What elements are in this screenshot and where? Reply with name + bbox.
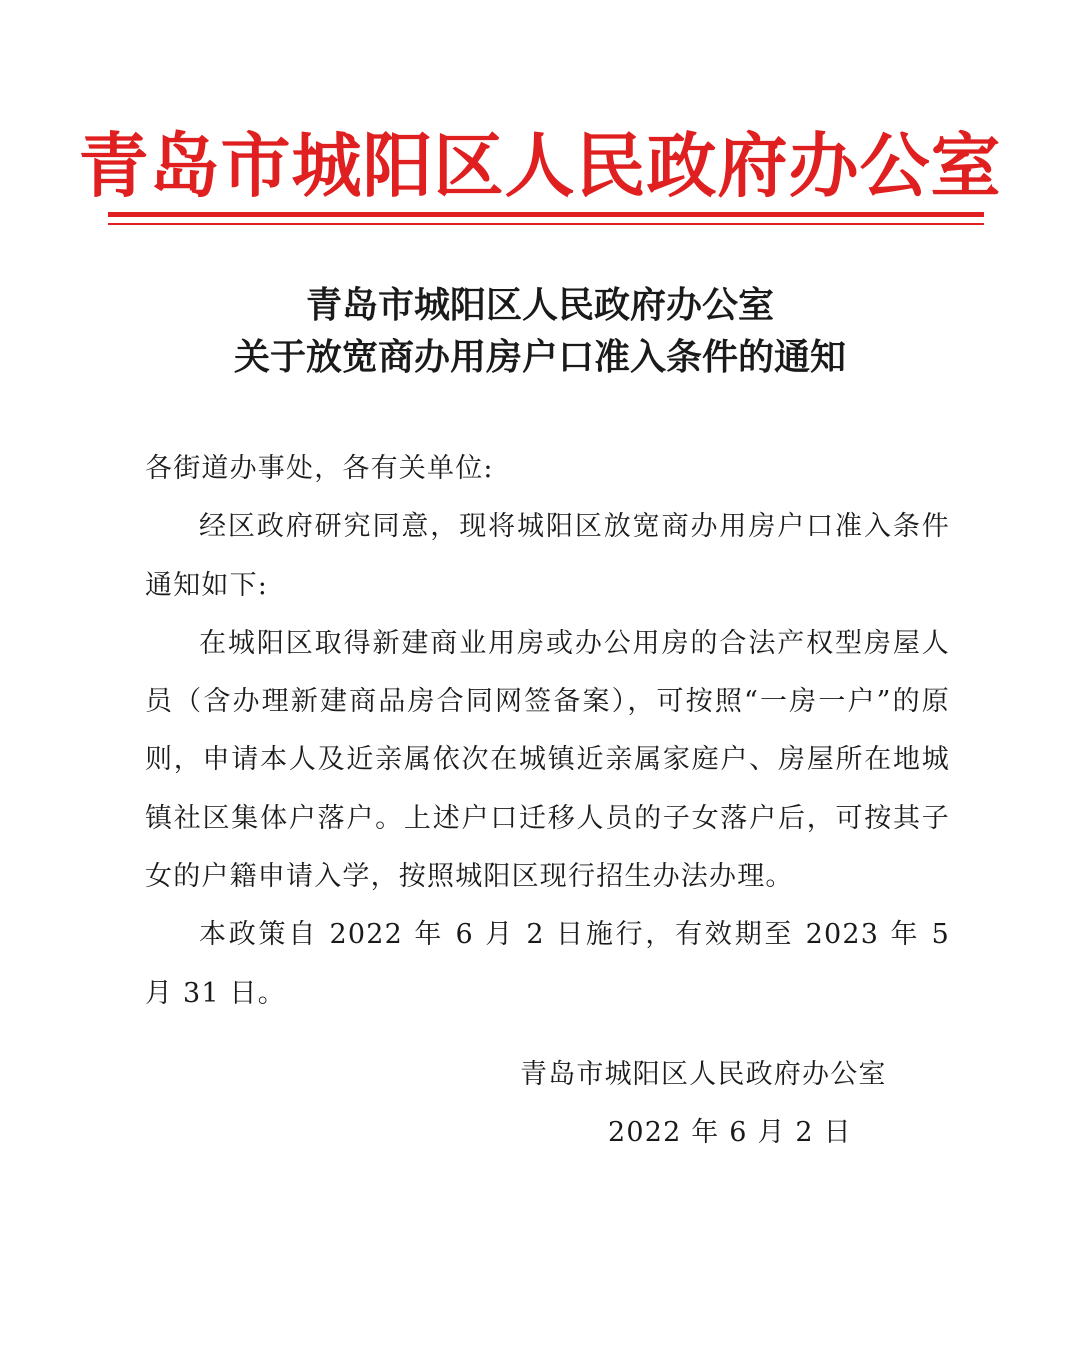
- signature-org: 青岛市城阳区人民政府办公室: [520, 1059, 887, 1090]
- document-title: [0, 280, 1080, 384]
- signature-date: 2022 年 6 月 2 日: [608, 1117, 852, 1148]
- paragraph-intro: 经区政府研究同意，现将城阳区放宽商办用房户口准入条件通知如下:: [145, 511, 950, 601]
- masthead-rule-thick: [108, 212, 984, 217]
- masthead-rule-thin: [108, 223, 984, 225]
- document-body: [145, 440, 950, 1023]
- signature-block: [500, 1046, 920, 1162]
- salutation: 各街道办事处，各有关单位:: [145, 453, 494, 484]
- document-title-line1: 青岛市城阳区人民政府办公室: [305, 285, 774, 326]
- masthead-title: 青岛市城阳区人民政府办公室: [78, 125, 1002, 207]
- paragraph-policy: 在城阳区取得新建商业用房或办公用房的合法产权型房屋人员（含办理新建商品房合同网签备案），可按照“一房一户”的原则，申请本人及近亲属依次在城镇近亲属家庭户、房屋所在地城镇社区集体户落户。上述户口迁移人员的子女落户后，可按其子女的户籍申请入学，按照城阳区现行招生办法办理。: [145, 627, 950, 893]
- document-title-line2: 关于放宽商办用房户口准入条件的通知: [233, 337, 846, 378]
- paragraph-validity: 本政策自 2022 年 6 月 2 日施行，有效期至 2023 年 5 月 31 日。: [145, 919, 950, 1009]
